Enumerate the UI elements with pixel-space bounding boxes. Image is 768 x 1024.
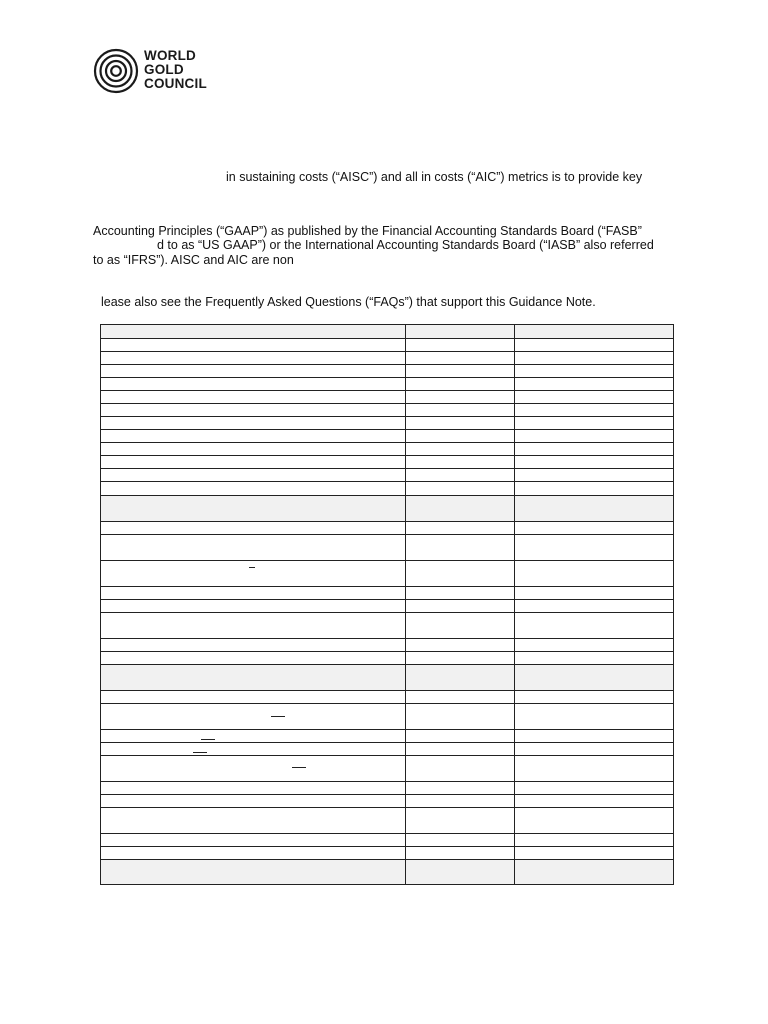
table-row (101, 808, 673, 834)
cost-metrics-table (100, 324, 674, 885)
table-column-divider (405, 325, 406, 884)
concentric-circles-logo-icon (93, 48, 139, 94)
body-text-line-1: in sustaining costs (“AISC”) and all in costs (“AIC”) metrics is to provide key (226, 170, 643, 184)
table-row (101, 782, 673, 795)
table-row (101, 404, 673, 417)
table-row (101, 443, 673, 456)
body-text-line-4: to as “IFRS”). AISC and AIC are non (93, 253, 294, 267)
table-row (101, 587, 673, 600)
table-row (101, 365, 673, 378)
logo-wordmark (144, 49, 207, 91)
table-row (101, 795, 673, 808)
table-row (101, 691, 673, 704)
table-row (101, 652, 673, 665)
table-row (101, 743, 673, 756)
table-row (101, 613, 673, 639)
table-header-row (101, 325, 673, 339)
underline-mark (249, 567, 255, 568)
table-row (101, 639, 673, 652)
table-row (101, 378, 673, 391)
table-row (101, 456, 673, 469)
table-row (101, 704, 673, 730)
table-row (101, 469, 673, 482)
logo-word-council: COUNCIL (144, 76, 207, 91)
body-text-line-5: lease also see the Frequently Asked Questions (“FAQs”) that support this Guidance Note. (101, 295, 596, 309)
table-row (101, 430, 673, 443)
underline-mark (292, 767, 306, 768)
underline-mark (201, 739, 215, 740)
table-row (101, 847, 673, 860)
table-row (101, 730, 673, 743)
table-row (101, 756, 673, 782)
table-row (101, 352, 673, 365)
table-row (101, 561, 673, 587)
table-row (101, 535, 673, 561)
table-row (101, 339, 673, 352)
table-subtotal-row (101, 496, 673, 522)
logo-word-world: WORLD (144, 48, 196, 63)
body-text-line-2: Accounting Principles (“GAAP”) as published by the Financial Accounting Standards Board (“FASB” (93, 224, 642, 238)
table-row (101, 482, 673, 496)
table-column-divider (514, 325, 515, 884)
underline-mark (271, 716, 285, 717)
world-gold-council-logo (93, 48, 223, 94)
table-row (101, 391, 673, 404)
table-row (101, 600, 673, 613)
table-subtotal-row (101, 665, 673, 691)
body-text-line-3: d to as “US GAAP”) or the International Accounting Standards Board (“IASB” also referred (157, 238, 654, 252)
table-row (101, 834, 673, 847)
underline-mark (193, 752, 207, 753)
table-row (101, 522, 673, 535)
table-total-row (101, 860, 673, 884)
table-row (101, 417, 673, 430)
logo-word-gold: GOLD (144, 62, 184, 77)
